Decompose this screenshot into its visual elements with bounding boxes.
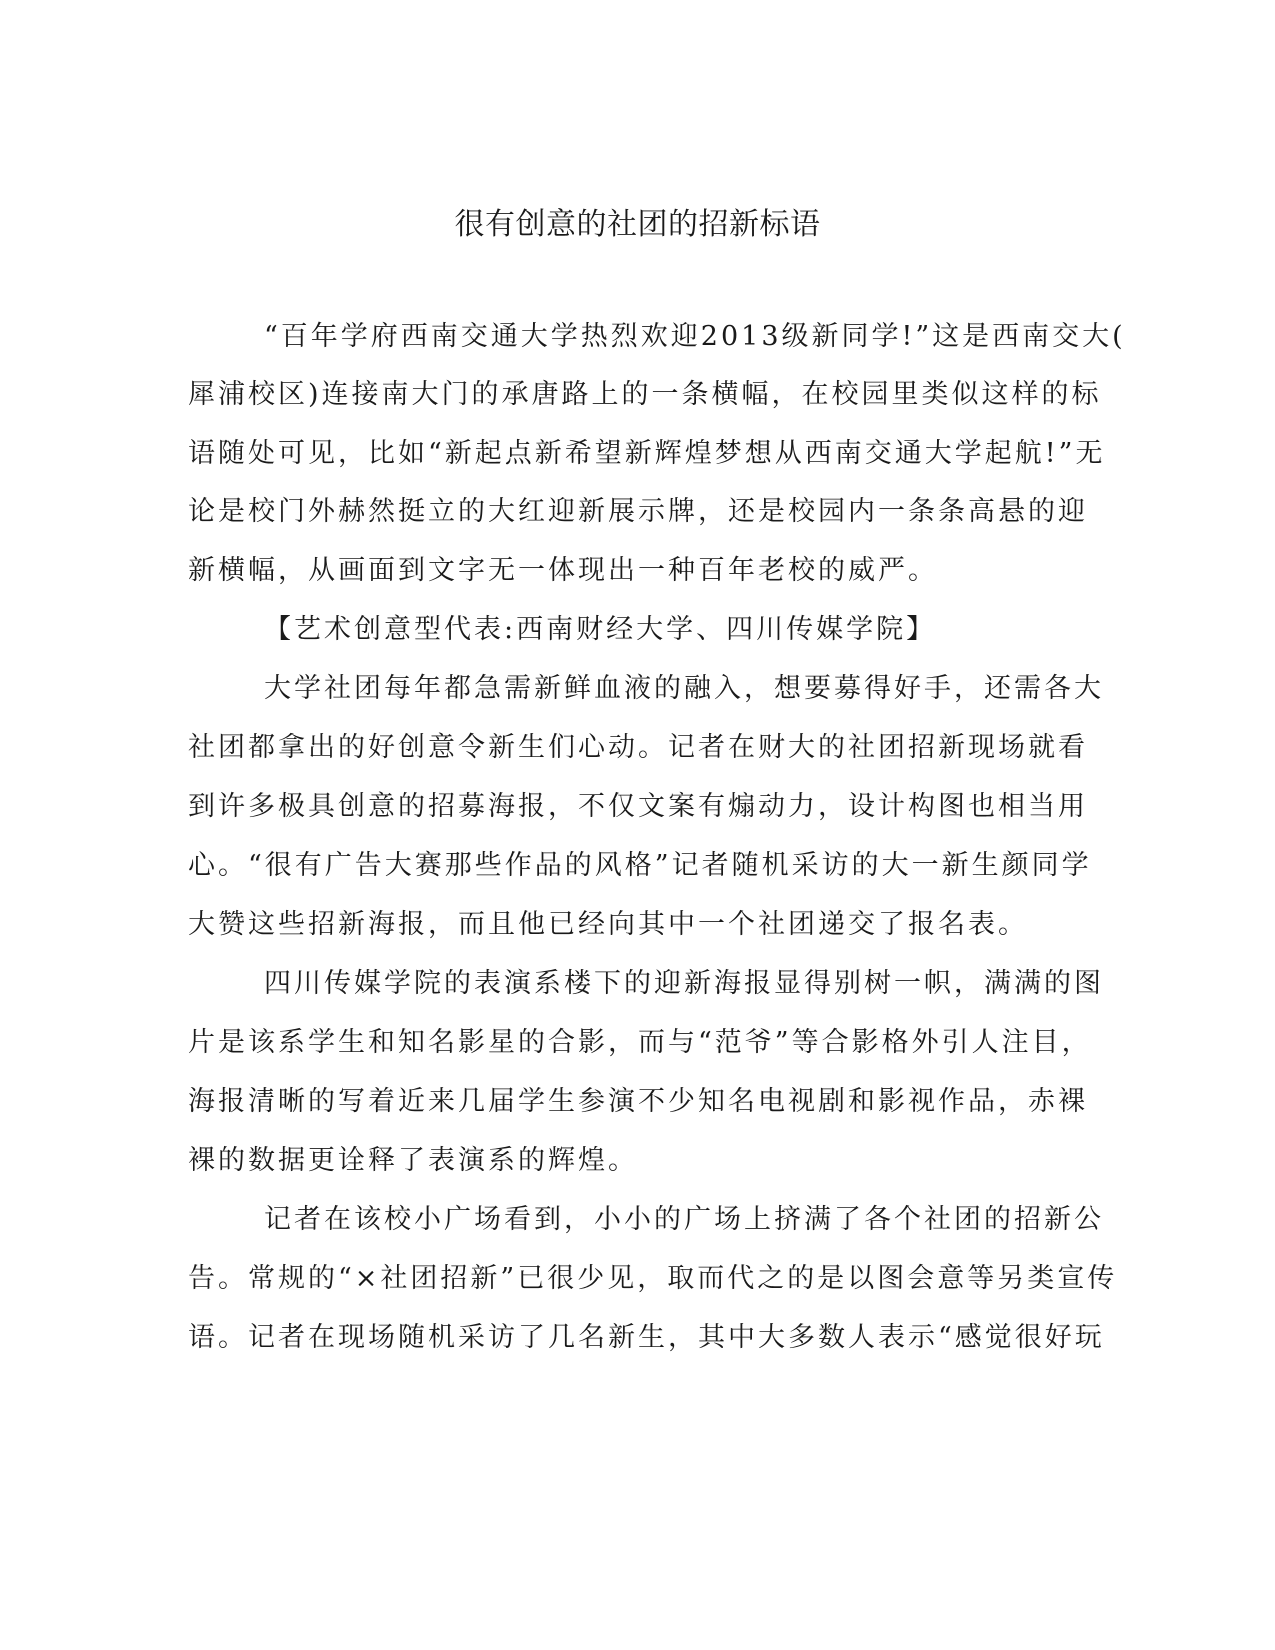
document-title: 很有创意的社团的招新标语 (454, 207, 821, 242)
paragraph-line: 片是该系学生和知名影星的合影，而与“范爷”等合影格外引人注目， (188, 1027, 1092, 1058)
paragraph-line: 语。记者在现场随机采访了几名新生，其中大多数人表示“感觉很好玩 (188, 1322, 1105, 1353)
paragraph-line: 心。“很有广告大赛那些作品的风格”记者随机采访的大一新生颜同学 (188, 850, 1092, 881)
paragraph-line: 大学社团每年都急需新鲜血液的融入，想要募得好手，还需各大 (264, 673, 1104, 704)
paragraph-line: 语随处可见，比如“新起点新希望新辉煌梦想从西南交通大学起航!”无 (188, 438, 1106, 469)
paragraph-line: 记者在该校小广场看到，小小的广场上挤满了各个社团的招新公 (264, 1204, 1104, 1235)
paragraph-line: 到许多极具创意的招募海报，不仅文案有煽动力，设计构图也相当用 (188, 791, 1088, 822)
paragraph-line: 海报清晰的写着近来几届学生参演不少知名电视剧和影视作品，赤裸 (188, 1086, 1088, 1117)
paragraph-line: 犀浦校区)连接南大门的承唐路上的一条横幅，在校园里类似这样的标 (188, 379, 1102, 410)
paragraph-line: 裸的数据更诠释了表演系的辉煌。 (188, 1145, 638, 1176)
paragraph-line: 新横幅，从画面到文字无一体现出一种百年老校的威严。 (188, 555, 938, 586)
paragraph-line: 四川传媒学院的表演系楼下的迎新海报显得别树一帜，满满的图 (264, 968, 1104, 999)
paragraph-line: “百年学府西南交通大学热烈欢迎2013级新同学!”这是西南交大( (264, 321, 1126, 352)
section-heading: 【艺术创意型代表:西南财经大学、四川传媒学院】 (264, 614, 937, 645)
paragraph-line: 社团都拿出的好创意令新生们心动。记者在财大的社团招新现场就看 (188, 732, 1088, 763)
paragraph-line: 大赞这些招新海报，而且他已经向其中一个社团递交了报名表。 (188, 909, 1028, 940)
paragraph-line: 论是校门外赫然挺立的大红迎新展示牌，还是校园内一条条高悬的迎 (188, 496, 1088, 527)
paragraph-line: 告。常规的“×社团招新”已很少见，取而代之的是以图会意等另类宣传 (188, 1263, 1118, 1294)
